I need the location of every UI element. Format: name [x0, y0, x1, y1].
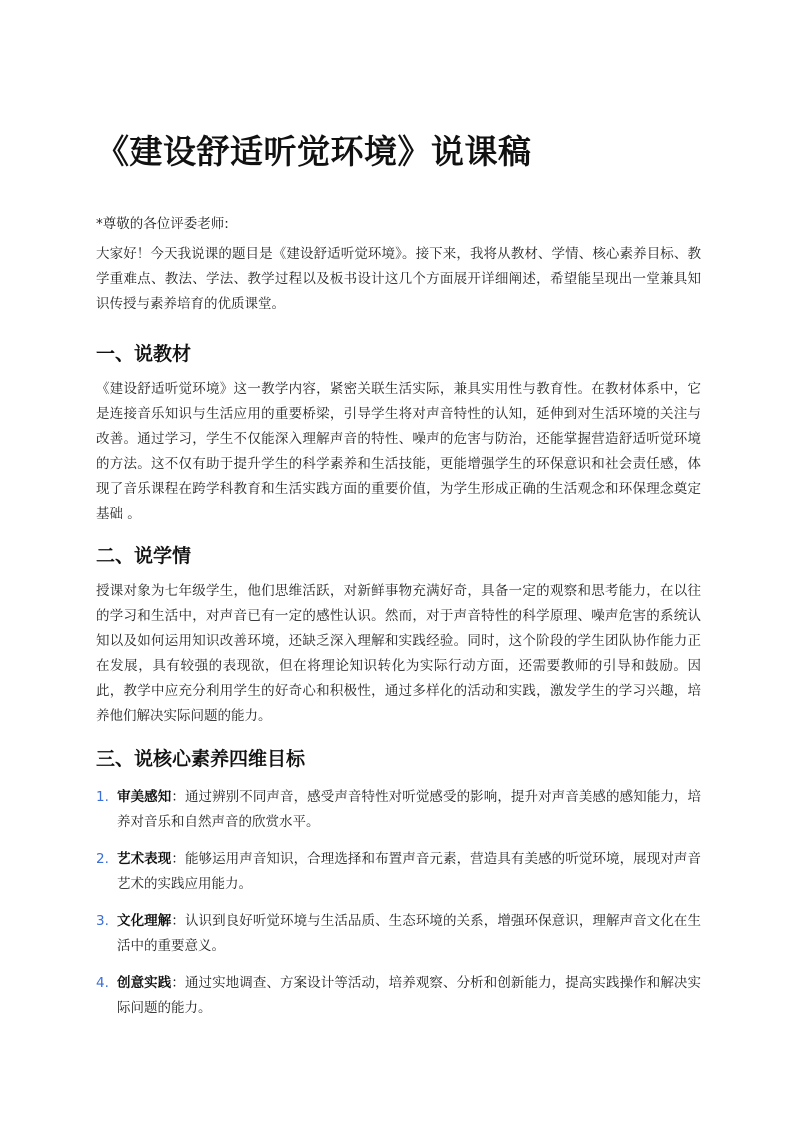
- goal-text: 能够运用声音知识，合理选择和布置声音元素，营造具有美感的听觉环境，展现对声音艺术的实践应用能力。: [117, 851, 702, 892]
- document-title: 《建设舒适听觉环境》说课稿: [96, 132, 532, 171]
- intro-paragraph-block: [96, 242, 701, 317]
- goal-term: 艺术表现: [117, 851, 172, 867]
- goal-term: 创意实践: [117, 975, 172, 991]
- section-body-learners-block: [96, 579, 701, 729]
- section-heading-textbook: 一、说教材: [96, 343, 192, 365]
- list-item-number: 1.: [96, 789, 109, 805]
- list-item: [96, 847, 701, 897]
- goal-term: 审美感知: [117, 789, 172, 805]
- goal-term: 文化理解: [117, 913, 172, 929]
- goal-separator: ：: [171, 789, 185, 805]
- list-item: [96, 909, 701, 959]
- goal-text: 通过辨别不同声音，感受声音特性对听觉感受的影响，提升对声音美感的感知能力，培养对音乐和自然声音的欣赏水平。: [117, 789, 702, 830]
- section-body-learners: 授课对象为七年级学生，他们思维活跃，对新鲜事物充满好奇，具备一定的观察和思考能力，在以往的学习和生活中，对声音已有一定的感性认识。然而，对于声音特性的科学原理、噪声危害的系统认知以及如何运用知识改善环境，还缺乏深入理解和实践经验。同时，这个阶段的学生团队协作能力正在发展，具有较强的表现欲，但在将理论知识转化为实际行动方面，还需要教师的引导和鼓励。因此，教学中应充分利用学生的好奇心和积极性，通过多样化的活动和实践，激发学生的学习兴趣，培养他们解决实际问题的能力。: [96, 583, 701, 724]
- goal-text: 认识到良好听觉环境与生活品质、生态环境的关系，增强环保意识，理解声音文化在生活中的重要意义。: [117, 913, 702, 954]
- list-item: [96, 785, 701, 835]
- goal-text: 通过实地调查、方案设计等活动，培养观察、分析和创新能力，提高实践操作和解决实际问题的能力。: [117, 975, 702, 1016]
- section-heading-learners: 二、说学情: [96, 545, 192, 567]
- list-item-number: 2.: [96, 851, 109, 867]
- goal-separator: ：: [171, 975, 185, 991]
- goal-separator: ：: [171, 851, 185, 867]
- list-item: [96, 971, 701, 1021]
- intro-paragraph: 大家好！今天我说课的题目是《建设舒适听觉环境》。接下来，我将从教材、学情、核心素养目标、教学重难点、教法、学法、教学过程以及板书设计这几个方面展开详细阐述，希望能呈现出一堂兼具知识传授与素养培育的优质课堂。: [96, 246, 701, 312]
- goals-list: [96, 785, 701, 1033]
- list-item-number: 4.: [96, 975, 109, 991]
- list-item-number: 3.: [96, 913, 109, 929]
- section-body-textbook: 《建设舒适听觉环境》这一教学内容，紧密关联生活实际，兼具实用性与教育性。在教材体系中，它是连接音乐知识与生活应用的重要桥梁，引导学生将对声音特性的认知，延伸到对生活环境的关注与改善。通过学习，学生不仅能深入理解声音的特性、噪声的危害与防治，还能掌握营造舒适听觉环境的方法。这不仅有助于提升学生的科学素养和生活技能，更能增强学生的环保意识和社会责任感，体现了音乐课程在跨学科教育和生活实践方面的重要价值，为学生形成正确的生活观念和环保理念奠定基础 。: [96, 381, 701, 522]
- section-heading-goals: 三、说核心素养四维目标: [96, 748, 306, 770]
- goal-separator: ：: [171, 913, 185, 929]
- greeting-line: *尊敬的各位评委老师:: [96, 216, 229, 232]
- section-body-textbook-block: [96, 377, 701, 527]
